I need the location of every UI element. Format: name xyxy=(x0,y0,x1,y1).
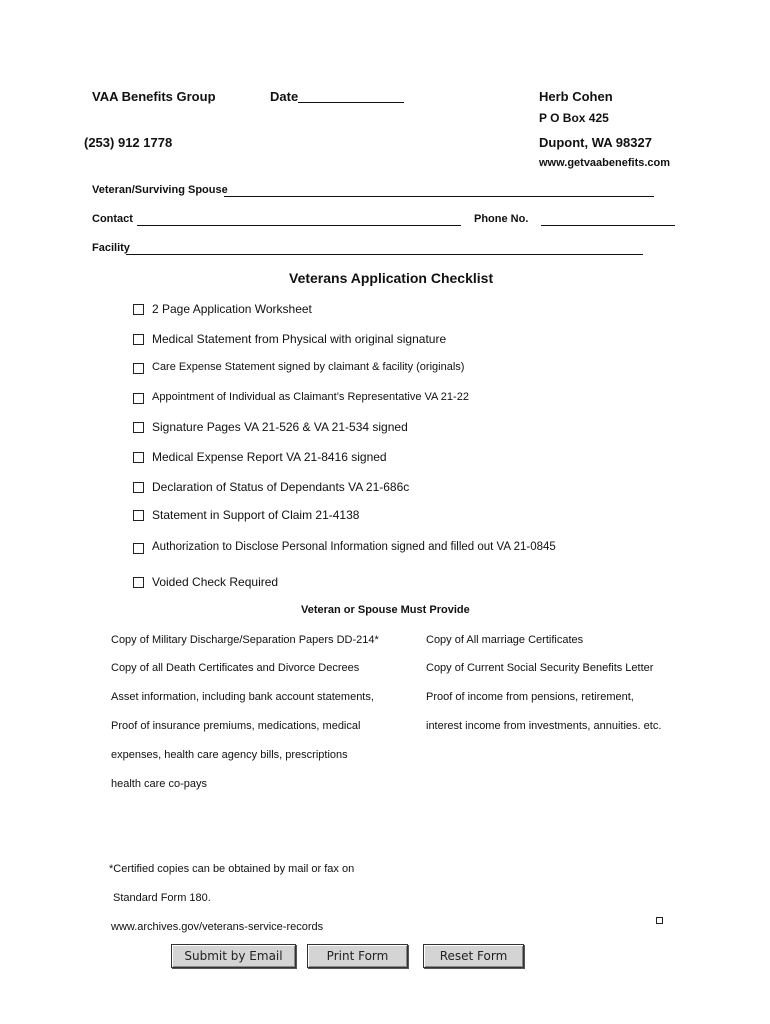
date-field[interactable] xyxy=(298,102,404,103)
reset-form-button[interactable] xyxy=(423,944,524,968)
facility-field[interactable] xyxy=(126,254,643,255)
checkbox[interactable] xyxy=(133,577,144,588)
checkbox[interactable] xyxy=(133,543,144,554)
company-website: www.getvaabenefits.com xyxy=(539,157,671,169)
footnote-line: Standard Form 180. xyxy=(113,892,211,904)
footnote-link: www.archives.gov/veterans-service-records xyxy=(111,921,324,933)
phone-label: Phone No. xyxy=(474,213,529,225)
checkbox[interactable] xyxy=(133,304,144,315)
print-form-label: Print Form xyxy=(326,949,389,963)
checklist-item: Signature Pages VA 21-526 & VA 21-534 signed xyxy=(152,420,408,434)
checklist-item: Declaration of Status of Dependants VA 21-686c xyxy=(152,480,410,494)
checkbox[interactable] xyxy=(133,452,144,463)
provide-heading: Veteran or Spouse Must Provide xyxy=(301,604,470,616)
list-item: Copy of Military Discharge/Separation Papers DD-214* xyxy=(111,634,379,646)
checklist-item: Authorization to Disclose Personal Information signed and filled out VA 21-0845 xyxy=(152,541,556,553)
print-form-button[interactable] xyxy=(307,944,408,968)
list-item: Copy of All marriage Certificates xyxy=(426,634,584,646)
contact-name: Herb Cohen xyxy=(539,89,613,104)
page-title: Veterans Application Checklist xyxy=(289,270,494,286)
list-item: Copy of all Death Certificates and Divorce Decrees xyxy=(111,662,360,674)
submit-by-email-label: Submit by Email xyxy=(184,949,283,963)
po-box: P O Box 425 xyxy=(539,111,609,125)
checklist-item: Medical Statement from Physical with original signature xyxy=(152,332,447,346)
footnote-line: *Certified copies can be obtained by mail or fax on xyxy=(109,863,355,875)
company-name: VAA Benefits Group xyxy=(92,89,216,104)
checklist-item: 2 Page Application Worksheet xyxy=(152,302,312,316)
reset-form-label: Reset Form xyxy=(439,949,508,963)
small-checkbox[interactable] xyxy=(656,917,663,924)
list-item: Copy of Current Social Security Benefits Letter xyxy=(426,662,654,674)
date-label: Date xyxy=(270,89,299,104)
checklist-item: Voided Check Required xyxy=(152,575,279,589)
checkbox[interactable] xyxy=(133,422,144,433)
veteran-label: Veteran/Surviving Spouse xyxy=(92,184,228,196)
list-item: Proof of income from pensions, retirement, xyxy=(426,691,634,703)
checkbox[interactable] xyxy=(133,482,144,493)
list-item: Proof of insurance premiums, medications, medical xyxy=(111,720,361,732)
veteran-field[interactable] xyxy=(224,196,654,197)
contact-field[interactable] xyxy=(137,225,461,226)
list-item: interest income from investments, annuities. etc. xyxy=(426,720,662,732)
checkbox[interactable] xyxy=(133,334,144,345)
list-item: expenses, health care agency bills, prescriptions xyxy=(111,749,348,761)
list-item: health care co-pays xyxy=(111,778,207,790)
checkbox[interactable] xyxy=(133,363,144,374)
submit-by-email-button[interactable] xyxy=(171,944,296,968)
facility-label: Facility xyxy=(92,242,130,254)
checklist-item: Appointment of Individual as Claimant’s Representative VA 21-22 xyxy=(152,391,469,403)
checkbox[interactable] xyxy=(133,393,144,404)
company-phone: (253) 912 1778 xyxy=(84,135,173,150)
checklist-item: Care Expense Statement signed by claimant & facility (originals) xyxy=(152,361,465,373)
phone-field[interactable] xyxy=(541,225,675,226)
contact-label: Contact xyxy=(92,213,133,225)
company-city: Dupont, WA 98327 xyxy=(539,135,652,150)
checklist-item: Statement in Support of Claim 21-4138 xyxy=(152,508,360,522)
checkbox[interactable] xyxy=(133,510,144,521)
list-item: Asset information, including bank account statements, xyxy=(111,691,374,703)
checklist-item: Medical Expense Report VA 21-8416 signed xyxy=(152,450,387,464)
